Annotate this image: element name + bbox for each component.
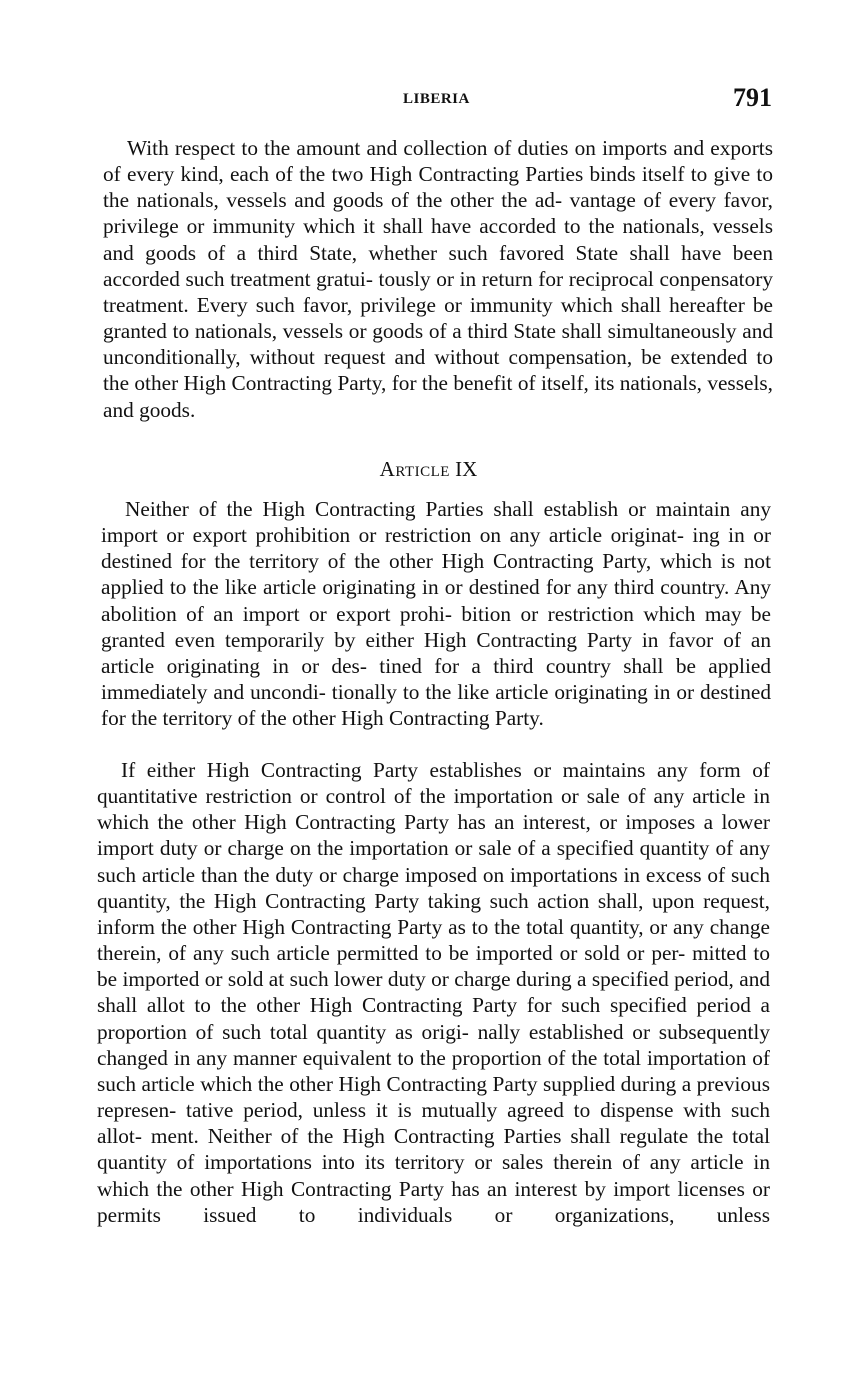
article-heading-word: Article bbox=[379, 457, 450, 481]
article-heading-number: IX bbox=[455, 457, 478, 481]
article-heading bbox=[0, 456, 857, 482]
running-title: LIBERIA bbox=[403, 91, 470, 107]
paragraph-prohibitions: Neither of the High Contracting Parties shall establish or maintain any import or export prohibition or restriction on any article originat- ing in or destined for the territory of the other High Contracting Party, which is not applied to the like article originating in or destined for any third country. Any abolition of an import or export prohi- bition or restriction which may be granted even temporarily by either High Contracting Party in favor of an article originating in or des- tined for a third country shall be applied immediately and uncondi- tionally to the like article originating in or destined for the territory of the other High Contracting Party. bbox=[101, 497, 771, 731]
page-number: 791 bbox=[733, 83, 772, 112]
paragraph-quantitative-restrictions: If either High Contracting Party establishes or maintains any form of quantitative restriction or control of the importation or sale of any article in which the other High Contracting Party has an interest, or imposes a lower import duty or charge on the importation or sale of a specified quantity of any such article than the duty or charge imposed on importations in excess of such quantity, the High Contracting Party taking such action shall, upon request, inform the other High Contracting Party as to the total quantity, or any change therein, of any such article permitted to be imported or sold or per- mitted to be imported or sold at such lower duty or charge during a specified period, and shall allot to the other High Contracting Party for such specified period a proportion of such total quantity as origi- nally established or subsequently changed in any manner equivalent to the proportion of the total importation of such article which the other High Contracting Party supplied during a previous represen- tative period, unless it is mutually agreed to dispense with such allot- ment. Neither of the High Contracting Parties shall regulate the total quantity of importations into its territory or sales therein of any article in which the other High Contracting Party has an interest by import licenses or permits issued to individuals or organizations, unless bbox=[97, 758, 770, 1227]
paragraph-duties: With respect to the amount and collection of duties on imports and exports of every kind, each of the two High Contracting Parties binds itself to give to the nationals, vessels and goods of the other the ad- vantage of every favor, privilege or immunity which it shall have accorded to the nationals, vessels and goods of a third State, whether such favored State shall have been accorded such treatment gratui- tously or in return for reciprocal conpensatory treatment. Every such favor, privilege or immunity which shall hereafter be granted to nationals, vessels or goods of a third State shall simultaneously and unconditionally, without request and without compensation, be extended to the other High Contracting Party, for the benefit of itself, its nationals, vessels, and goods. bbox=[103, 136, 773, 422]
